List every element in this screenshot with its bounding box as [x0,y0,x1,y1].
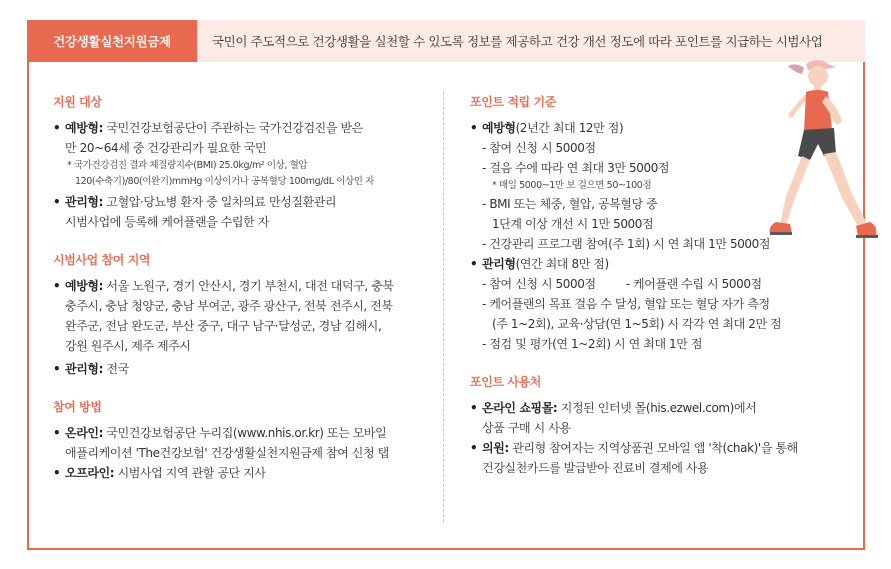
region-manage-item [53,359,438,379]
points-prevent-sub: (2년간 최대 12만 점) [515,121,624,135]
points-prevent-note: * 매일 5000~1만 보 걸으면 50~100점 [492,180,652,191]
region-manage-text: 전국 [102,362,129,376]
section-heading-usage: 포인트 사용처 [470,375,541,389]
points-manage-1a: - 참여 신청 시 5000점 [482,277,596,291]
usage-clinic-text-2: 건강실천카드를 발급받아 진료비 결제에 사용 [482,461,709,475]
prevent-label: 예방형: [65,279,103,293]
column-divider [443,92,444,522]
region-line-3: 완주군, 전남 완도군, 부산 중구, 대구 남구·달성군, 경남 김해시, [65,319,382,333]
points-prevent-2: - 걸음 수에 따라 연 최대 3만 5000점 [482,161,670,175]
target-manage-item [53,192,438,212]
points-manage-1b: - 케어플랜 수립 시 5000점 [625,277,762,291]
points-manage-3: - 점검 및 평가(연 1~2회) 시 연 최대 1만 점 [482,337,703,351]
target-prevent-item [53,118,438,138]
section-heading-points: 포인트 적립 기준 [470,95,556,109]
usage-shop-text: 지정된 인터넷 몰(his.ezwel.com)에서 [557,401,757,415]
program-description: 국민이 주도적으로 건강생활을 실천할 수 있도록 정보를 제공하고 건강 개선 정도에 따라 포인트를 지급하는 시범사업 [212,34,823,49]
method-online-text: 국민건강보험공단 누리집(www.nhis.or.kr) 또는 모바일 [102,426,387,440]
points-manage-sub: (연간 최대 8만 점) [515,257,609,271]
region-line-4: 강원 원주시, 제주 제주시 [65,339,191,353]
online-label: 온라인: [65,426,103,440]
manage-label: 관리형 [482,257,516,271]
points-manage-1 [470,274,810,294]
target-note-2: 120(수축기)/80(이완기)mmHg 이상이거나 공복혈당 100mg/dL 이상인 자 [75,176,374,187]
usage-clinic-text: 관리형 참여자는 지역상품권 모바일 앱 '착(chak)'을 통해 [508,441,798,455]
left-column [53,92,438,483]
method-offline-text: 시범사업 지역 관할 공단 지사 [114,466,266,480]
points-prevent-4: - 건강관리 프로그램 참여(주 1회) 시 연 최대 1만 5000점 [482,237,771,251]
usage-clinic-item [470,438,810,458]
points-manage-2a: - 케어플랜의 목표 걸음 수 달성, 혈압 또는 혈당 자가 측정 [482,297,770,311]
usage-shop-item [470,398,810,418]
section-heading-target: 지원 대상 [53,95,102,109]
manage-label: 관리형: [65,362,103,376]
program-title-badge: 건강생활실천지원금제 [27,20,197,62]
points-manage-2b: (주 1~2회), 교육·상담(연 1~5회) 시 각각 연 최대 2만 점 [492,317,782,331]
target-prevent-text-2: 만 20~64세 중 건강관리가 필요한 국민 [65,141,267,155]
target-manage-text: 고혈압·당뇨병 환자 중 일차의료 만성질환관리 [102,195,337,209]
offline-label: 오프라인: [65,466,115,480]
manage-label: 관리형: [65,195,103,209]
prevent-label: 예방형 [482,121,516,135]
walking-person-illustration [756,56,880,252]
points-manage-item [470,254,810,274]
target-note-1: * 국가건강검진 결과 체질량지수(BMI) 25.0kg/m² 이상, 혈압 [67,160,308,171]
points-prevent-1: - 참여 신청 시 5000점 [482,141,596,155]
method-online-text-2: 애플리케이션 'The건강보험' 건강생활실천지원금제 참여 신청 탭 [65,446,389,460]
section-heading-region: 시범사업 참여 지역 [53,253,151,267]
prevent-label: 예방형: [65,121,103,135]
method-offline-item [53,463,438,483]
usage-shop-text-2: 상품 구매 시 사용 [482,421,571,435]
points-prevent-3b: 1단계 이상 개선 시 1만 5000점 [492,217,654,231]
shop-label: 온라인 쇼핑몰: [482,401,558,415]
target-manage-text-2: 시범사업에 등록해 케어플랜을 수립한 자 [65,215,269,229]
region-line-2: 충주시, 충남 청양군, 충남 부여군, 광주 광산구, 전북 전주시, 전북 [65,299,393,313]
region-prevent-item [53,276,438,296]
clinic-label: 의원: [482,441,509,455]
section-heading-method: 참여 방법 [53,400,102,414]
points-prevent-3a: - BMI 또는 체중, 혈압, 공복혈당 중 [482,197,658,211]
region-line-1: 서울 노원구, 경기 안산시, 경기 부천시, 대전 대덕구, 충북 [102,279,394,293]
target-prevent-text: 국민건강보험공단이 주관하는 국가건강검진을 받은 [102,121,363,135]
method-online-item [53,423,438,443]
